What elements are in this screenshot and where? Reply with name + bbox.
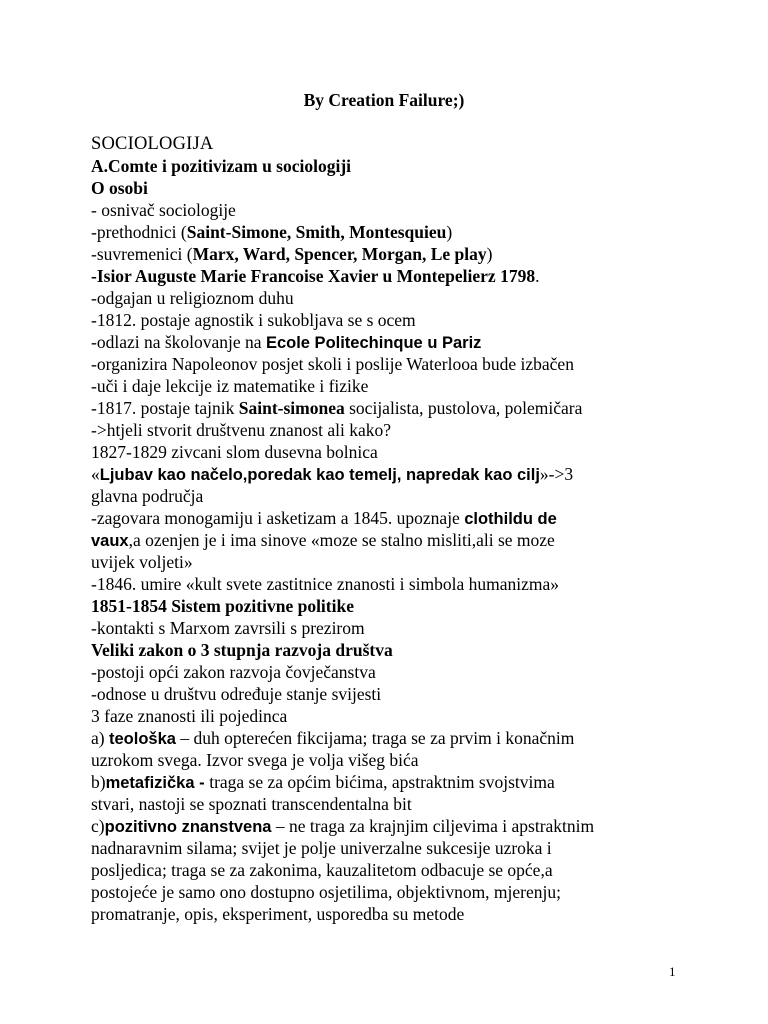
text-span: -prethodnici ( <box>91 222 187 242</box>
heading-veliki-zakon: Veliki zakon o 3 stupnja razvoja društva <box>91 640 393 660</box>
text-span: c) <box>91 816 105 836</box>
text-line: posljedica; traga se za zakonima, kauzalitetom odbacuje se opće,a <box>91 860 553 880</box>
text-line: 1827-1829 zivcani slom dusevna bolnica <box>91 442 378 462</box>
text-line <box>91 397 691 419</box>
text-span: ) <box>446 222 453 242</box>
text-span: »->3 <box>539 464 574 484</box>
text-line: -1846. umire «kult svete zastitnice znanosti i simbola humanizma» <box>91 574 560 594</box>
text-line: glavna područja <box>91 486 204 506</box>
text-line <box>91 221 691 243</box>
text-line: -kontakti s Marxom zavrsili s prezirom <box>91 618 365 638</box>
text-line: -postoji opći zakon razvoja čovječanstva <box>91 662 376 682</box>
text-span: traga se za općim bićima, apstraktnim svojstvima <box>209 772 555 792</box>
document-title: SOCIOLOGIJA <box>91 134 214 154</box>
text-line: - osnivač sociologije <box>91 200 236 220</box>
text-line <box>91 243 691 265</box>
heading-comte: A.Comte i pozitivizam u sociologiji <box>91 156 352 176</box>
text-span: – duh opterećen fikcijama; traga se za prvim i konačnim <box>175 728 575 748</box>
text-span: -zagovara monogamiju i asketizam a 1845. upoznaje <box>91 508 465 528</box>
text-line: ->htjeli stvorit društvenu znanost ali kako? <box>91 420 392 440</box>
text-span: ,a ozenjen je i ima sinove «moze se stalno misliti,ali se moze <box>128 530 555 550</box>
text-span: « <box>91 464 100 484</box>
text-line: nadnaravnim silama; svijet je polje univerzalne sukcesije uzroka i <box>91 838 552 858</box>
text-line <box>91 331 691 353</box>
bold-span: teološka <box>108 730 176 748</box>
heading-o-osobi: O osobi <box>91 178 148 198</box>
text-line: -organizira Napoleonov posjet skoli i poslije Waterlooa bude izbačen <box>91 354 574 374</box>
text-span: socijalista, pustolova, polemičara <box>344 398 583 418</box>
document-body <box>91 133 691 925</box>
text-line <box>91 507 691 529</box>
bold-span: Saint-Simone, Smith, Montesquieu <box>186 222 447 242</box>
text-span: b) <box>91 772 106 792</box>
text-line: uzrokom svega. Izvor svega je volja višeg bića <box>91 750 419 770</box>
text-span: -suvremenici ( <box>91 244 193 264</box>
text-line: -odgajan u religioznom duhu <box>91 288 294 308</box>
text-line: stvari, nastoji se spoznati transcendentalna bit <box>91 794 412 814</box>
bold-span: Ecole Politechinque u Pariz <box>265 334 482 352</box>
bold-span: clothildu de <box>464 510 557 528</box>
text-span: ) <box>486 244 493 264</box>
text-span: . <box>535 266 540 286</box>
text-line: -1812. postaje agnostik i sukobljava se s ocem <box>91 310 416 330</box>
bold-span: -Isior Auguste Marie Francoise Xavier u Montepelierz 1798 <box>91 266 536 286</box>
text-span: – ne traga za krajnjim ciljevima i apstraktnim <box>271 816 595 836</box>
text-line <box>91 463 691 485</box>
text-line <box>91 771 691 793</box>
text-line: uvijek voljeti» <box>91 552 193 572</box>
text-line <box>91 727 691 749</box>
page-number: 1 <box>669 964 676 979</box>
text-line <box>91 529 691 551</box>
text-span: -odlazi na školovanje na <box>91 332 266 352</box>
text-span: -1817. postaje tajnik <box>91 398 239 418</box>
text-line: 3 faze znanosti ili pojedinca <box>91 706 288 726</box>
text-line: promatranje, opis, eksperiment, usporedba su metode <box>91 904 465 924</box>
text-line: -odnose u društvu određuje stanje svijesti <box>91 684 382 704</box>
bold-span: Ljubav kao načelo,poredak kao temelj, napredak kao cilj <box>99 466 540 484</box>
bold-span: Saint-simonea <box>238 398 345 418</box>
heading-sistem: 1851-1854 Sistem pozitivne politike <box>91 596 354 616</box>
bold-span: vaux <box>91 532 129 550</box>
text-line <box>91 265 691 287</box>
text-line: postojeće je samo ono dostupno osjetilima, objektivnom, mjerenju; <box>91 882 561 902</box>
author-line: By Creation Failure;) <box>303 90 465 110</box>
bold-span: Marx, Ward, Spencer, Morgan, Le play <box>192 244 487 264</box>
text-line: -uči i daje lekcije iz matematike i fizike <box>91 376 369 396</box>
text-line <box>91 815 691 837</box>
bold-span: metafizička - <box>105 774 210 792</box>
text-span: a) <box>91 728 109 748</box>
bold-span: pozitivno znanstvena <box>104 818 272 836</box>
